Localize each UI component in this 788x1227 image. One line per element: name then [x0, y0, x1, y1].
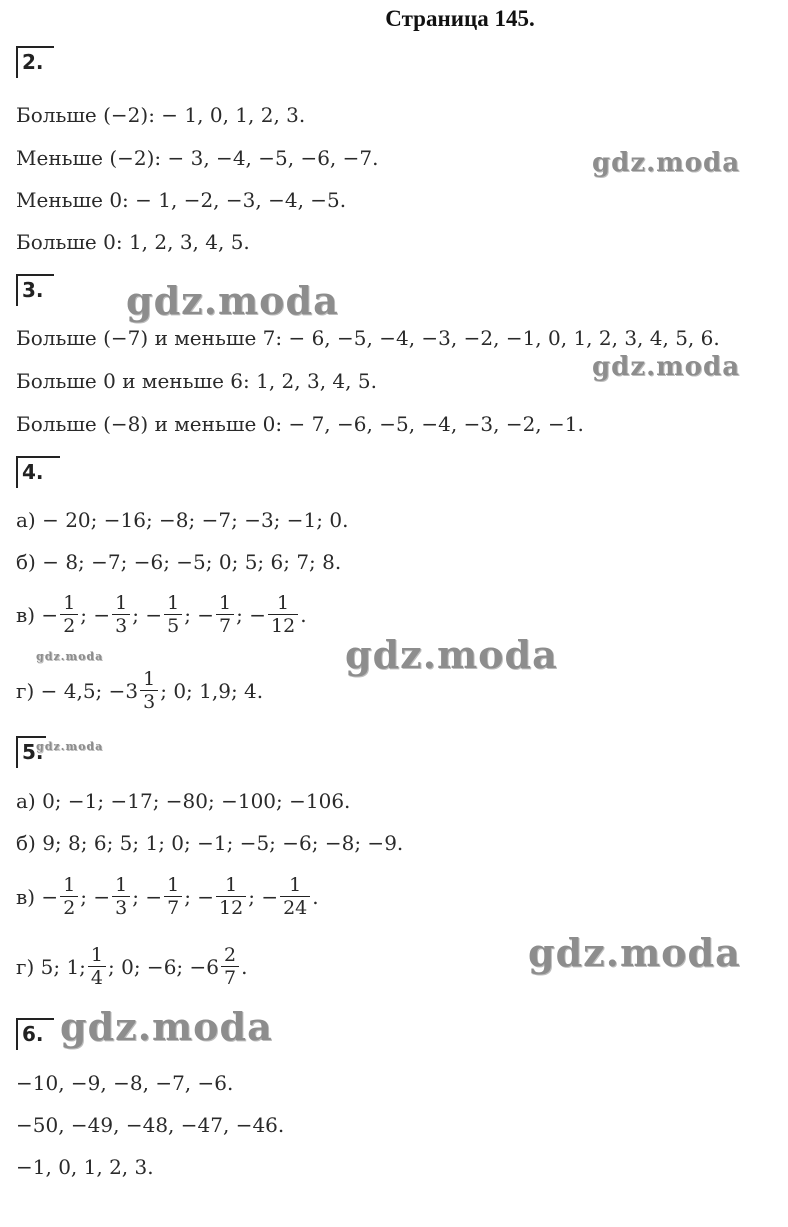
watermark: gdz.moda: [592, 148, 741, 178]
separator: ; −: [132, 884, 163, 909]
task-number-6: 6.: [16, 1018, 54, 1050]
fraction: $\frac{1}{5}$: [164, 592, 182, 637]
fraction: $\frac{1}{4}$: [88, 944, 106, 989]
page-title: Страница 145.: [385, 6, 535, 31]
task2-line-2: Меньше (−2): − 3, −4, −5, −6, −7.: [16, 146, 379, 170]
task-number-2: 2.: [16, 46, 54, 78]
task-number-3: 3.: [16, 274, 54, 306]
fraction: $\frac{1}{7}$: [216, 592, 234, 637]
fraction: $\frac{1}{7}$: [164, 874, 182, 919]
task5-g-mid: ; 0; −6; −6: [108, 954, 219, 979]
fraction: $\frac{1}{12}$: [216, 874, 246, 919]
fraction: $\frac{1}{12}$: [268, 592, 298, 637]
task4-g-suffix: ; 0; 1,9; 4.: [160, 678, 264, 703]
task-number-5: 5.: [16, 736, 46, 768]
watermark: gdz.moda: [36, 740, 104, 753]
task4-g: [16, 668, 263, 713]
separator: .: [300, 602, 307, 627]
fraction: $\frac{1}{24}$: [280, 874, 310, 919]
separator: ; −: [248, 884, 279, 909]
separator: ; −: [236, 602, 266, 627]
task3-line-3: Больше (−8) и меньше 0: − 7, −6, −5, −4, −3, −2, −1.: [16, 412, 584, 436]
task4-b: б) − 8; −7; −6; −5; 0; 5; 6; 7; 8.: [16, 550, 342, 574]
task5-a: а) 0; −1; −17; −80; −100; −106.: [16, 789, 351, 813]
watermark: gdz.moda: [36, 650, 104, 663]
fraction: $\frac{1}{2}$: [60, 874, 78, 919]
task3-line-1: Больше (−7) и меньше 7: − 6, −5, −4, −3, −2, −1, 0, 1, 2, 3, 4, 5, 6.: [16, 326, 720, 350]
task2-line-1: Больше (−2): − 1, 0, 1, 2, 3.: [16, 103, 306, 127]
separator: ; −: [80, 884, 111, 909]
task6-line-2: −50, −49, −48, −47, −46.: [16, 1113, 285, 1137]
task5-b: б) 9; 8; 6; 5; 1; 0; −1; −5; −6; −8; −9.: [16, 831, 404, 855]
task5-g-prefix: г) 5; 1;: [16, 954, 86, 979]
watermark: gdz.moda: [528, 930, 741, 975]
task5-v: [16, 874, 319, 919]
task6-line-1: −10, −9, −8, −7, −6.: [16, 1071, 234, 1095]
watermark: gdz.moda: [592, 352, 741, 382]
fraction: $\frac{1}{3}$: [140, 668, 158, 713]
task4-v-prefix: в) −: [16, 602, 59, 627]
fraction: $\frac{1}{3}$: [112, 874, 130, 919]
watermark: gdz.moda: [126, 278, 339, 323]
task5-g-suffix: .: [241, 954, 248, 979]
fraction: $\frac{1}{2}$: [60, 592, 78, 637]
task2-line-3: Меньше 0: − 1, −2, −3, −4, −5.: [16, 188, 347, 212]
task3-line-2: Больше 0 и меньше 6: 1, 2, 3, 4, 5.: [16, 369, 377, 393]
fraction: $\frac{2}{7}$: [221, 944, 239, 989]
separator: ; −: [132, 602, 163, 627]
separator: ; −: [184, 602, 215, 627]
watermark: gdz.moda: [345, 632, 558, 677]
task6-line-3: −1, 0, 1, 2, 3.: [16, 1155, 154, 1179]
task4-a: а) − 20; −16; −8; −7; −3; −1; 0.: [16, 508, 349, 532]
task5-v-prefix: в) −: [16, 884, 59, 909]
separator: ; −: [184, 884, 215, 909]
task2-line-4: Больше 0: 1, 2, 3, 4, 5.: [16, 230, 250, 254]
fraction: $\frac{1}{3}$: [112, 592, 130, 637]
task5-g: [16, 944, 247, 989]
separator: .: [312, 884, 319, 909]
watermark: gdz.moda: [60, 1004, 273, 1049]
task4-g-prefix: г) − 4,5; −3: [16, 678, 139, 703]
separator: ; −: [80, 602, 111, 627]
task4-v: [16, 592, 307, 637]
task-number-4: 4.: [16, 456, 60, 488]
